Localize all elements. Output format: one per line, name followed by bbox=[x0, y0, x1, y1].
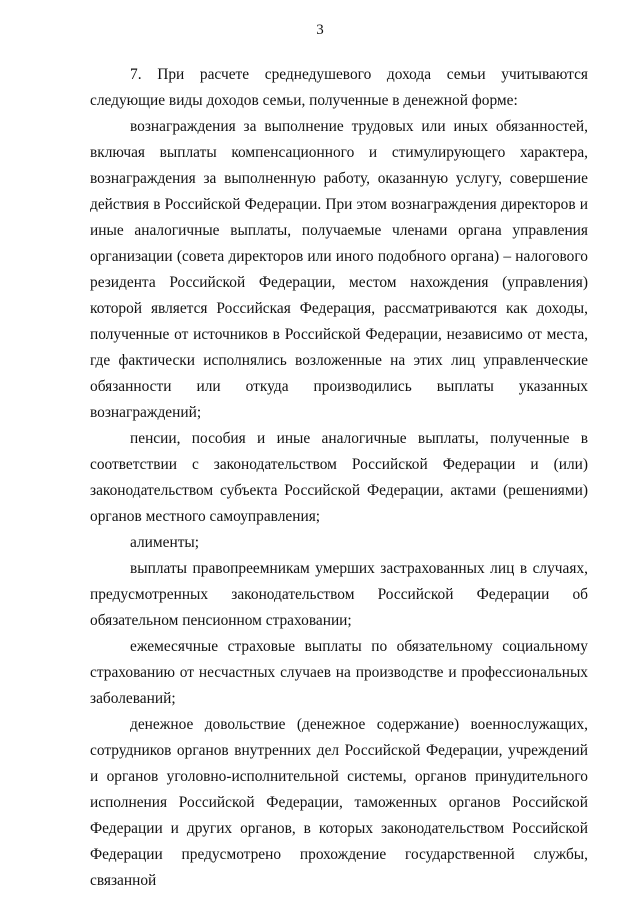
paragraph-item-7-intro: 7. При расчете среднедушевого дохода семьи учитываются следующие виды доходов семьи, полученные в денежной форме: bbox=[90, 66, 588, 109]
page-number: 3 bbox=[316, 22, 324, 38]
paragraph-successor-payments: выплаты правопреемникам умерших застрахованных лиц в случаях, предусмотренных законодательством Российской Федерации об обязательном пенсионном страховании; bbox=[90, 560, 588, 629]
paragraph-insurance-payments: ежемесячные страховые выплаты по обязательному социальному страхованию от несчастных случаев на производстве и профессиональных заболеваний; bbox=[90, 638, 588, 707]
document-body bbox=[90, 62, 588, 894]
paragraph-pensions: пенсии, пособия и иные аналогичные выплаты, полученные в соответствии с законодательством Российской Федерации и (или) законодательством субъекта Российской Федерации, актами (решениями) органов местного самоуправления; bbox=[90, 430, 588, 525]
paragraph-remuneration: вознаграждения за выполнение трудовых или иных обязанностей, включая выплаты компенсационного и стимулирующего характера, вознаграждения за выполненную работу, оказанную услугу, совершение действия в Российской Федерации. При этом вознаграждения директоров и иные аналогичные выплаты, получаемые членами органа управления организации (совета директоров или иного подобного органа) – налогового резидента Российской Федерации, местом нахождения (управления) которой является Российская Федерация, рассматриваются как доходы, полученные от источников в Российской Федерации, независимо от места, где фактически исполнялись возложенные на этих лиц управленческие обязанности или откуда производились выплаты указанных вознаграждений; bbox=[90, 118, 588, 421]
paragraph-military-allowance: денежное довольствие (денежное содержание) военнослужащих, сотрудников органов внутренних дел Российской Федерации, учреждений и органов уголовно-исполнительной системы, органов принудительного исполнения Российской Федерации, таможенных органов Российской Федерации и других органов, в которых законодательством Российской Федерации предусмотрено прохождение государственной службы, связанной bbox=[90, 716, 588, 889]
paragraph-alimony: алименты; bbox=[130, 534, 200, 551]
